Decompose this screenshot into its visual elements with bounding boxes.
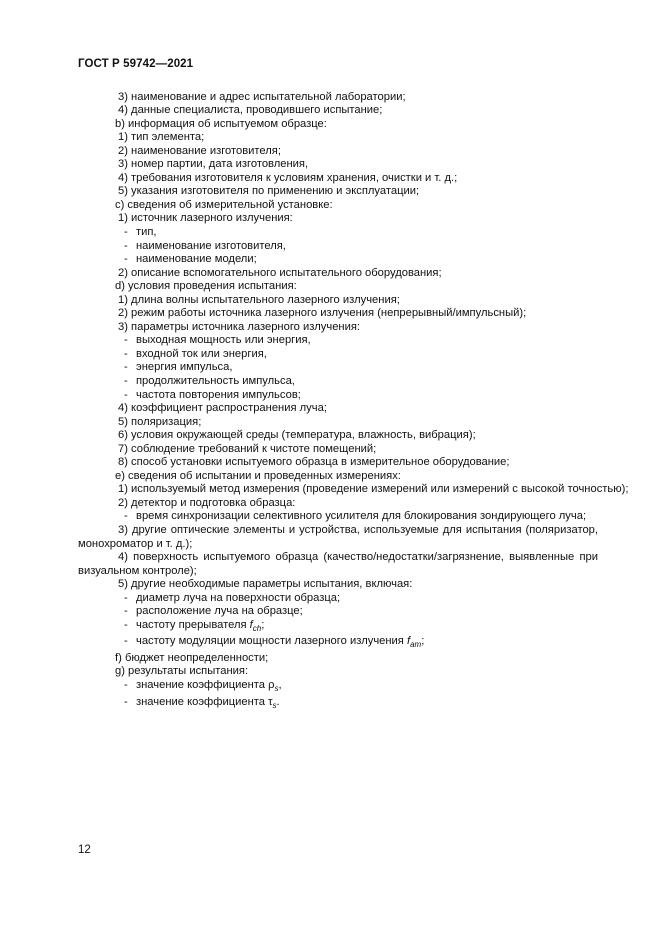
list-item: 3) параметры источника лазерного излучения: (118, 320, 361, 333)
dash-item: - продолжительность импульса, (124, 374, 295, 387)
list-item: 1) используемый метод измерения (проведение измерений или измерений с высокой точностью); (118, 483, 629, 496)
list-item: 1) тип элемента; (118, 131, 205, 144)
document-header: ГОСТ Р 59742—2021 (78, 58, 194, 70)
dash-item: - выходная мощность или энергия, (124, 334, 311, 347)
page-number: 12 (78, 844, 91, 856)
list-item: 4) поверхность испытуемого образца (качество/недостатки/загрязнение, выявленные при визуальном контроле); (78, 551, 598, 577)
dash-item: - входной ток или энергия, (124, 347, 267, 360)
document-body (78, 90, 629, 713)
dash-item: - энергия импульса, (124, 361, 233, 374)
dash-item: - частоту прерывателя $f_{ch}$; (124, 618, 265, 633)
dash-item: - диаметр луча на поверхности образца; (124, 591, 341, 604)
list-item: e) сведения об испытании и проведенных измерениях: (115, 469, 401, 482)
list-item: d) условия проведения испытания: (115, 280, 297, 293)
list-item: 5) поляризация; (118, 415, 202, 428)
dash-item: - тип, (124, 225, 157, 238)
dash-item: - расположение луча на образце; (124, 605, 303, 618)
dash-item: - частоту модуляции мощности лазерного излучения $f_{am}$; (124, 635, 425, 650)
dash-item: - наименование изготовителя, (124, 239, 286, 252)
list-item: c) сведения об измерительной установке: (115, 198, 333, 211)
dash-item: - значение коэффициента $\tau_s$. (124, 695, 280, 710)
list-item: f) бюджет неопределенности; (115, 651, 269, 664)
list-item: 3) другие оптические элементы и устройства, используемые для испытания (поляризатор, монохроматор и т. д.); (78, 524, 598, 550)
list-item: 2) режим работы источника лазерного излучения (непрерывный/импульсный); (118, 307, 527, 320)
list-item: 3) наименование и адрес испытательной лаборатории; (118, 90, 406, 103)
list-item: 1) длина волны испытательного лазерного излучения; (118, 293, 400, 306)
dash-item: - значение коэффициента $\rho_s$, (124, 679, 282, 694)
list-item: 6) условия окружающей среды (температура, влажность, вибрация); (118, 429, 476, 442)
list-item: 2) описание вспомогательного испытательного оборудования; (118, 266, 442, 279)
list-item: 5) указания изготовителя по применению и эксплуатации; (118, 185, 420, 198)
list-item: 5) другие необходимые параметры испытания, включая: (118, 578, 413, 591)
dash-item: - время синхронизации селективного усилителя для блокирования зондирующего луча; (124, 510, 587, 523)
list-item: 4) данные специалиста, проводившего испытание; (118, 104, 383, 117)
list-item: 2) наименование изготовителя; (118, 144, 281, 157)
list-item: 7) соблюдение требований к чистоте помещений; (118, 442, 377, 455)
list-item: 3) номер партии, дата изготовления, (118, 158, 309, 171)
list-item: 8) способ установки испытуемого образца в измерительное оборудование; (118, 456, 510, 469)
list-item: 1) источник лазерного излучения: (118, 212, 293, 225)
list-item: 2) детектор и подготовка образца: (118, 496, 296, 509)
list-item: 4) коэффициент распространения луча; (118, 402, 327, 415)
dash-item: - частота повторения импульсов; (124, 388, 301, 401)
list-item: g) результаты испытания: (115, 665, 249, 678)
dash-item: - наименование модели; (124, 253, 257, 266)
list-item: b) информация об испытуемом образце: (115, 117, 327, 130)
list-item: 4) требования изготовителя к условиям хранения, очистки и т. д.; (118, 171, 458, 184)
